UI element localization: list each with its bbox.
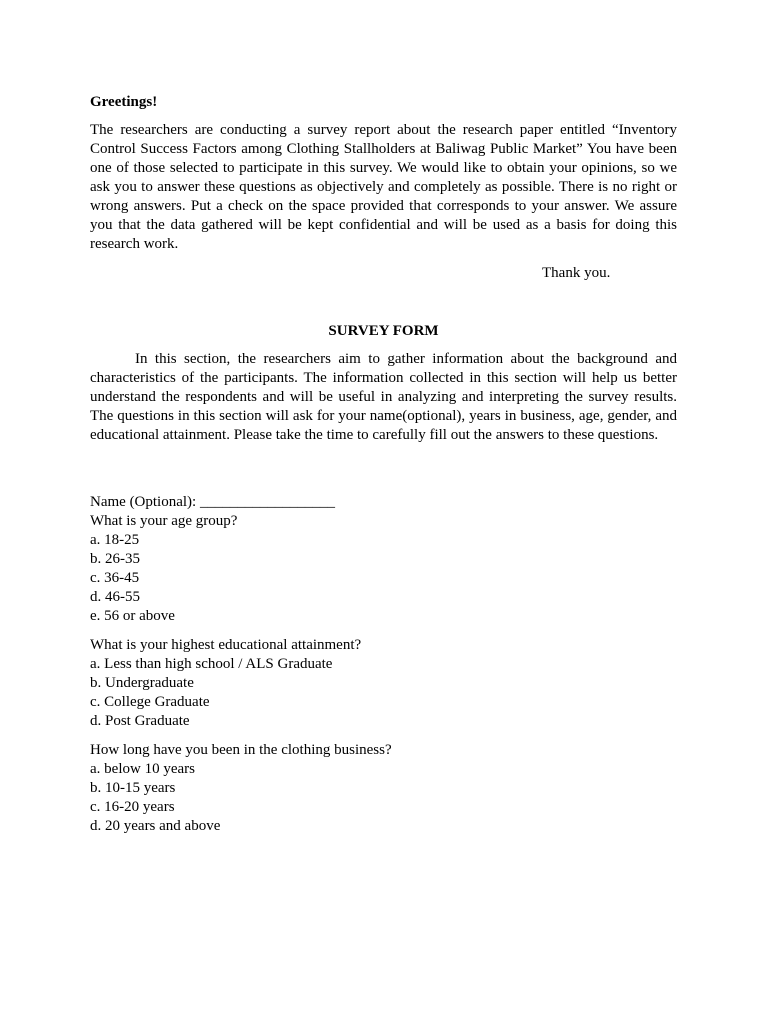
option-item[interactable]: e. 56 or above (90, 608, 175, 624)
option-item[interactable]: c. 16-20 years (90, 799, 175, 815)
greeting-heading: Greetings! (90, 94, 158, 110)
question-age-group (90, 512, 677, 626)
question-text: What is your age group? (90, 513, 238, 529)
option-item[interactable]: c. 36-45 (90, 570, 140, 586)
question-education (90, 636, 677, 731)
option-item[interactable]: d. Post Graduate (90, 713, 190, 729)
name-field[interactable]: Name (Optional): __________________ (90, 494, 335, 510)
question-business-years (90, 741, 677, 836)
option-item[interactable]: b. 26-35 (90, 551, 140, 567)
option-item[interactable]: b. 10-15 years (90, 780, 176, 796)
intro-paragraph: The researchers are conducting a survey report about the research paper entitled “Inventory Control Success Factors among Clothing Stallholders at Baliwag Public Market” You have been one of those selected to participate in this survey. We would like to obtain your opinions, so we ask you to answer these questions as objectively and completely as possible. There is no right or wrong answers. Put a check on the space provided that corresponds to your answer. We assure you that the data gathered will be kept confidential and will be used as a basis for doing this research work. (90, 122, 677, 252)
option-item[interactable]: d. 46-55 (90, 589, 140, 605)
option-item[interactable]: a. Less than high school / ALS Graduate (90, 656, 333, 672)
option-item[interactable]: a. below 10 years (90, 761, 195, 777)
option-item[interactable]: a. 18-25 (90, 532, 140, 548)
option-item[interactable]: d. 20 years and above (90, 818, 221, 834)
option-item[interactable]: b. Undergraduate (90, 675, 194, 691)
thanks-line: Thank you. (542, 265, 611, 281)
question-text: How long have you been in the clothing business? (90, 742, 392, 758)
document-page (90, 93, 677, 836)
option-item[interactable]: c. College Graduate (90, 694, 210, 710)
form-title: SURVEY FORM (328, 323, 439, 339)
question-text: What is your highest educational attainment? (90, 637, 362, 653)
section-intro-paragraph: In this section, the researchers aim to gather information about the background and characteristics of the participants. The information collected in this section will help us better understand the respondents and will be useful in analyzing and interpreting the survey results. The questions in this section will ask for your name(optional), years in business, age, gender, and educational attainment. Please take the time to carefully fill out the answers to these questions. (90, 351, 677, 443)
